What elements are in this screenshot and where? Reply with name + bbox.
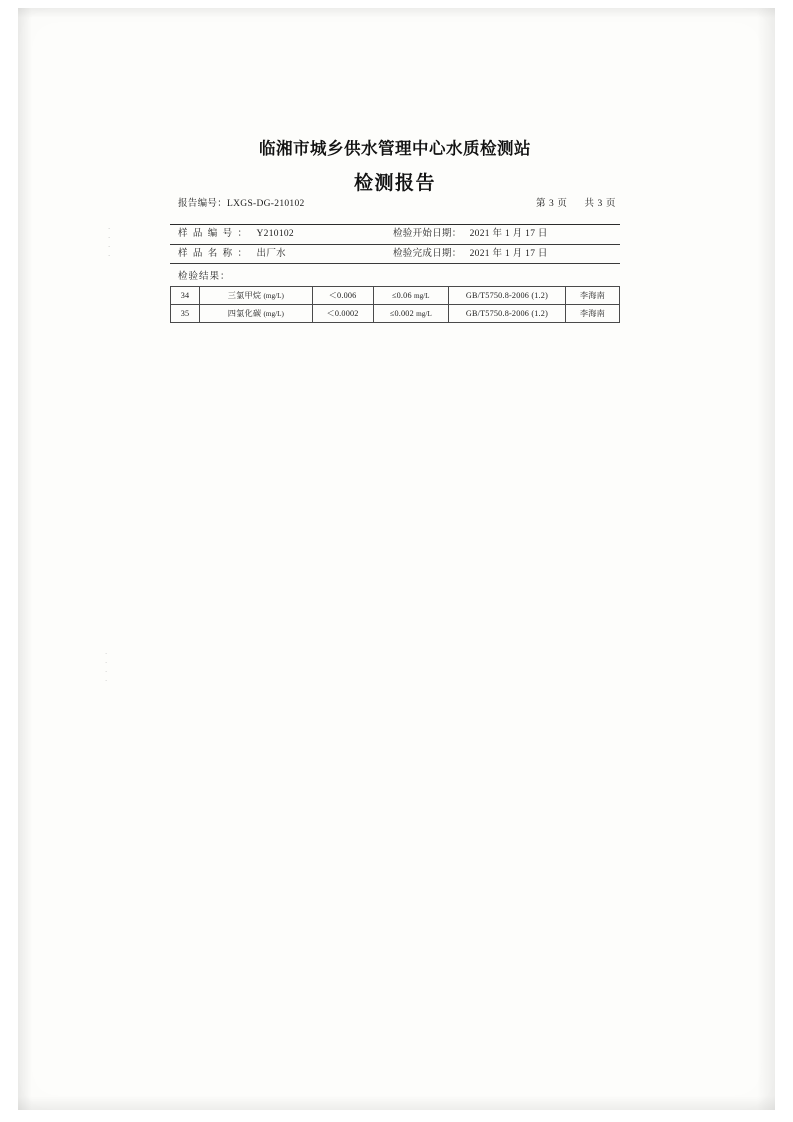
sample-no-value: Y210102 [256,229,294,240]
results-table [170,286,620,323]
row-item-name: 四氯化碳 [227,309,262,319]
scan-edge-bottom [18,1096,775,1110]
report-document [170,135,620,323]
row-limit [373,287,448,305]
row-item-name: 三氯甲烷 [227,291,262,301]
row-no: 35 [171,305,200,323]
table-row [171,287,620,305]
row-result: ＜0.006 [312,287,373,305]
sample-name-value: 出厂水 [256,248,286,259]
scan-margin-artifact-2: · · · · [105,650,108,685]
table-row [171,305,620,323]
organization-title: 临湘市城乡供水管理中心水质检测站 [259,139,531,158]
row-method: GB/T5750.8-2006 (1.2) [448,305,565,323]
row-limit-unit: mg/L [414,292,430,301]
row-limit-value: ≤0.002 [389,309,414,319]
row-no: 34 [171,287,200,305]
sample-no-label: 样 品 编 号 ： [178,229,249,240]
row-person: 李海南 [565,305,619,323]
scan-edge-right [757,8,775,1110]
row-limit-value: ≤0.06 [391,291,412,301]
sample-no-row [170,225,620,243]
scan-edge-left [18,8,32,1110]
row-person: 李海南 [565,287,619,305]
row-limit-unit: mg/L [416,310,432,319]
row-item [200,305,312,323]
page-title: 检测报告 [353,172,436,194]
row-result: ＜0.0002 [312,305,373,323]
scan-margin-artifact: · · · · [108,225,111,260]
row-item-unit: (mg/L) [263,292,284,301]
report-number-label: 报告编号： [178,199,228,209]
row-item [200,287,312,305]
page-indicator [522,199,620,210]
row-item-unit: (mg/L) [263,310,284,319]
page-current: 第 3 页 [535,199,568,209]
row-limit [373,305,448,323]
report-number-value: LXGS-DG-210102 [227,199,305,209]
test-end-label: 检验完成日期： [393,248,462,259]
row-method: GB/T5750.8-2006 (1.2) [448,287,565,305]
scan-edge-top [18,8,775,18]
page-total: 共 3 页 [584,199,616,209]
sample-name-row [170,245,620,263]
results-section-label: 检验结果： [178,272,231,283]
test-start-value: 2021 年 1 月 17 日 [469,229,548,240]
sample-name-label: 样 品 名 称 ： [178,248,249,259]
test-start-label: 检验开始日期： [393,229,462,240]
test-end-value: 2021 年 1 月 17 日 [469,248,548,259]
report-number-row [170,195,620,213]
